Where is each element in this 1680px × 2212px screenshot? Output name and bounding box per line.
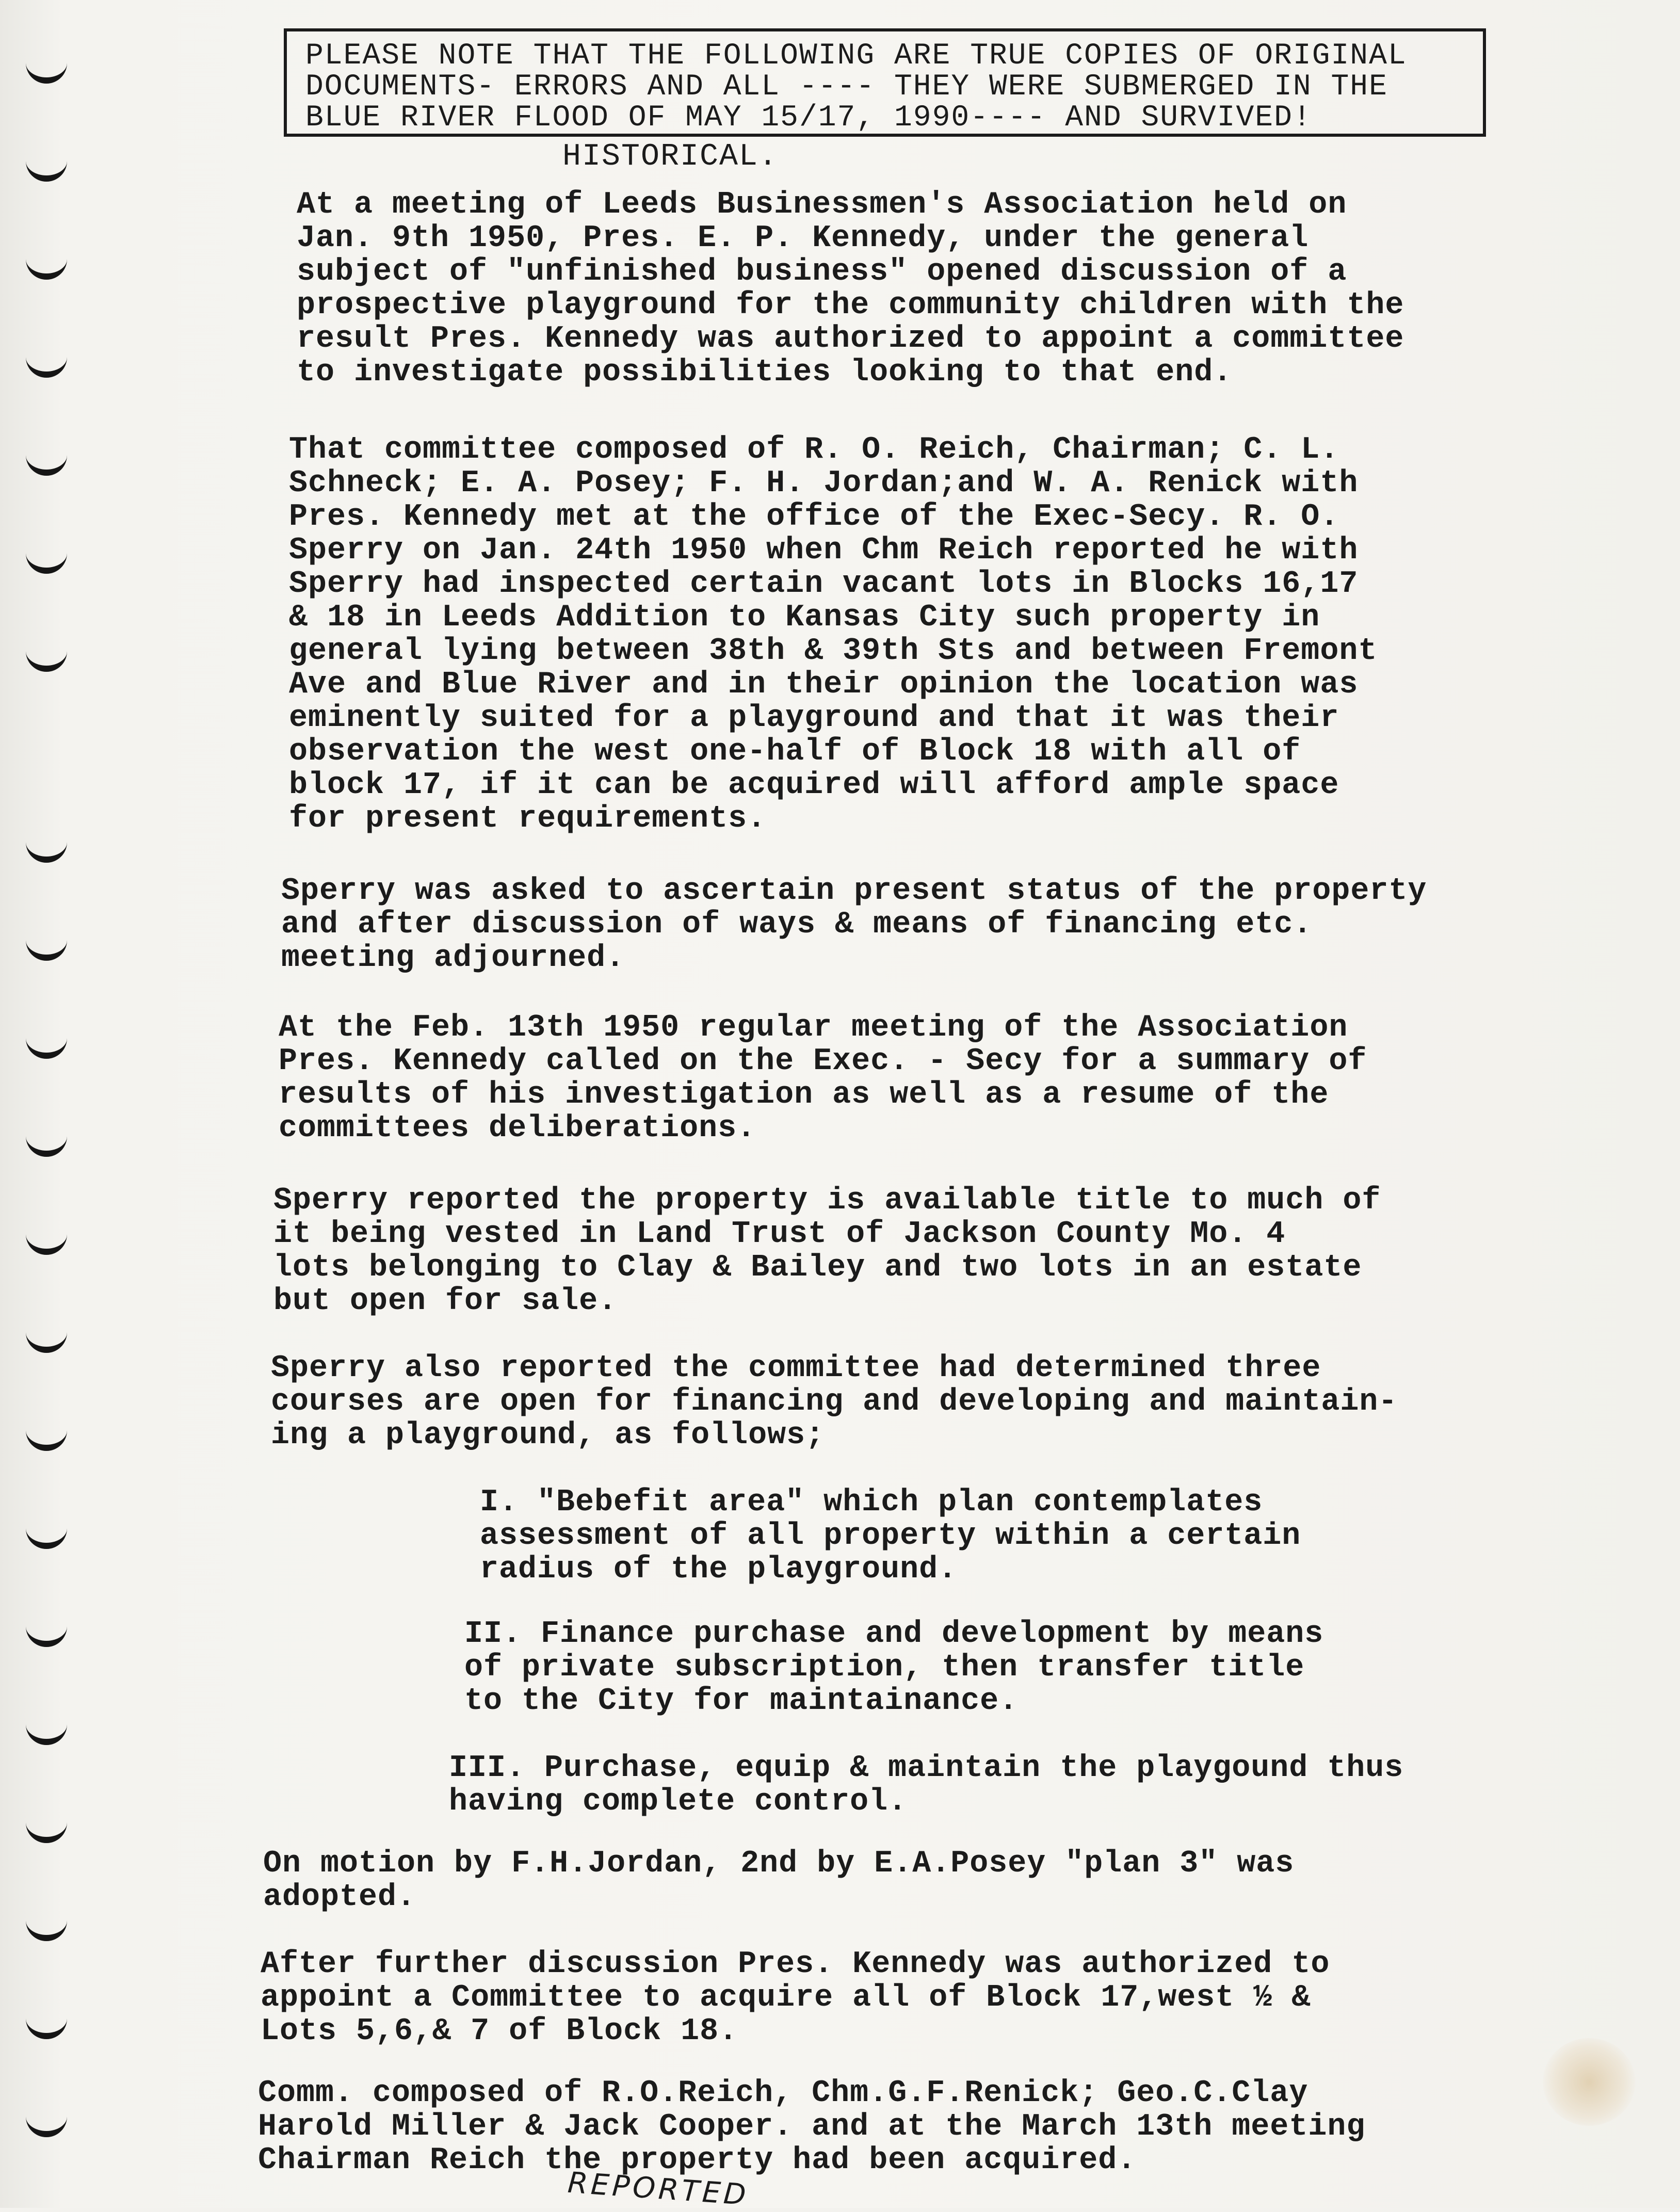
binding-notch xyxy=(26,1527,67,1549)
binding-notch xyxy=(26,841,67,863)
binding-notch xyxy=(26,1037,67,1059)
binding-notch xyxy=(26,1331,67,1353)
paragraph-6: Sperry also reported the committee had determined three courses are open for financing and developing and maintain- ing a playground, as follows; xyxy=(271,1351,1398,1453)
water-stain xyxy=(1543,2038,1636,2126)
flood-notice-box: PLEASE NOTE THAT THE FOLLOWING ARE TRUE COPIES OF ORIGINAL DOCUMENTS- ERRORS AND ALL ---- THEY WERE SUBMERGED IN THE BLUE RIVER FLOOD OF MAY 15/17, 1990---- AND SURVIVED! xyxy=(284,28,1486,137)
binding-notch xyxy=(26,1135,67,1157)
binding-notch xyxy=(26,2116,67,2137)
binding-notch xyxy=(26,939,67,961)
paragraph-3: Sperry was asked to ascertain present status of the property and after discussion of ways & means of financing etc. meeting adjourned. xyxy=(281,874,1427,976)
binding-notch xyxy=(26,2017,67,2039)
heading: HISTORICAL. xyxy=(562,139,779,174)
paragraph-5: Sperry reported the property is available title to much of it being vested in Land Trust of Jackson County Mo. 4 lots belonging to Clay & Bailey and two lots in an estate but open for sale. xyxy=(273,1183,1381,1319)
paragraph-4: At the Feb. 13th 1950 regular meeting of the Association Pres. Kennedy called on the Exec. - Secy for a summary of results of his investigation as well as a resume of the committees deliberations. xyxy=(279,1010,1367,1146)
paragraph-2: That committee composed of R. O. Reich, Chairman; C. L. Schneck; E. A. Posey; F. H. Jordan;and W. A. Renick with Pres. Kennedy met at the office of the Exec-Secy. R. O. Sperry on Jan. 24th 1950 when Chm Reich reported he with Sperry had inspected certain vacant lots in Blocks 16,17 & 18 in Leeds Addition to Kansas City such property in general lying between 38th & 39th Sts and between Fremont Ave and Blue River and in their opinion the location was eminently suited for a playground and that it was their observation the west one-half of Block 18 with all of block 17, if it can be acquired will afford ample space for present requirements. xyxy=(289,432,1378,836)
binding-notch xyxy=(26,1233,67,1255)
binding-notch xyxy=(26,62,67,84)
binding-notch xyxy=(26,258,67,280)
binding-notch xyxy=(26,160,67,182)
list-item-3: III. Purchase, equip & maintain the playgound thus having complete control. xyxy=(449,1751,1404,1819)
binding-notch xyxy=(26,650,67,672)
binding-notch xyxy=(26,1821,67,1843)
binding-notch xyxy=(26,552,67,574)
list-item-2: II. Finance purchase and development by means of private subscription, then transfer title to the City for maintainance. xyxy=(464,1617,1324,1719)
binding-notch xyxy=(26,1625,67,1647)
handwritten-note: REPORTED xyxy=(567,2166,750,2212)
list-item-1: I. "Bebefit area" which plan contemplates assessment of all property within a certain radius of the playground. xyxy=(480,1485,1301,1587)
closing-paragraph-1: On motion by F.H.Jordan, 2nd by E.A.Posey "plan 3" was adopted. xyxy=(263,1846,1295,1915)
binding-notch xyxy=(26,1723,67,1745)
binding-notch xyxy=(26,1429,67,1451)
closing-paragraph-2: After further discussion Pres. Kennedy was authorized to appoint a Committee to acquire all of Block 17,west ½ & Lots 5,6,& 7 of Block 18. xyxy=(261,1947,1330,2049)
binding-notch xyxy=(26,1919,67,1941)
closing-paragraph-3: Comm. composed of R.O.Reich, Chm.G.F.Renick; Geo.C.Clay Harold Miller & Jack Cooper. and at the March 13th meeting Chairman Reich the property had been acquired. xyxy=(258,2076,1366,2178)
binding-notch xyxy=(26,356,67,378)
paragraph-1: At a meeting of Leeds Businessmen's Association held on Jan. 9th 1950, Pres. E. P. Kennedy, under the general subject of "unfinished business" opened discussion of a prospective playground for the community children with the result Pres. Kennedy was authorized to appoint a committee to investigate possibilities looking to that end. xyxy=(297,187,1404,390)
binding-notch xyxy=(26,454,67,476)
binding-holes xyxy=(21,31,77,2198)
